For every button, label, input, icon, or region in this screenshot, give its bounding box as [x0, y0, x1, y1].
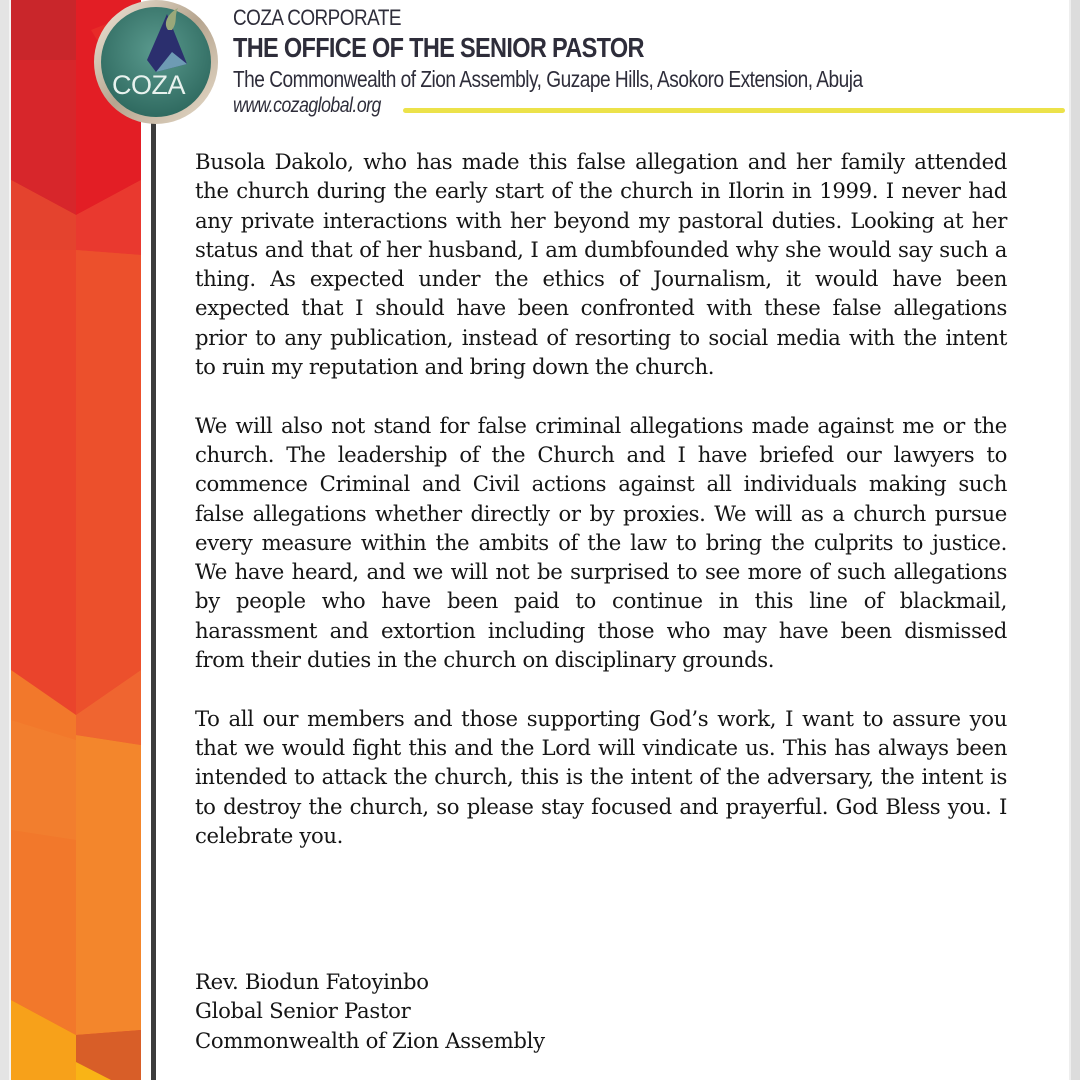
letterhead-company: COZA CORPORATE	[233, 5, 401, 30]
logo-text: COZA	[112, 70, 186, 100]
coza-logo	[92, 0, 220, 128]
letter-body	[195, 147, 1007, 879]
signatory-organization: Commonwealth of Zion Assembly	[195, 1027, 545, 1053]
letterhead	[233, 4, 992, 118]
page-edge-right-highlight	[1069, 0, 1071, 1080]
geometric-pattern	[11, 0, 141, 1080]
decorative-side-band	[11, 0, 141, 1080]
vertical-divider-line	[151, 122, 156, 1080]
paragraph: Busola Dakolo, who has made this false allegation and her family attended the church during the early start of the church in Ilorin in 1999. I never had any private interactions with her beyond my pastoral duties. Looking at her status and that of her husband, I am dumbfounded why she would say such a thing. As expected under the ethics of Journalism, it would have been expected that I should have been confronted with these false allegations prior to any publication, instead of resorting to social media with the intent to ruin my reputation and bring down the church.	[195, 149, 1007, 380]
letterhead-website[interactable]: www.cozaglobal.org	[233, 94, 381, 117]
paragraph: We will also not stand for false criminal allegations made against me or the church. The leadership of the Church and I have briefed our lawyers to commence Criminal and Civil actions against all individuals making such false allegations whether directly or by proxies. We will as a church pursue every measure within the ambits of the law to bring the culprits to justice. We have heard, and we will not be surprised to see more of such allegations by people who have been paid to continue in this line of blackmail, harassment and extortion including those who may have been dismissed from their duties in the church on disciplinary grounds.	[195, 412, 1007, 673]
page-edge-right	[1071, 0, 1080, 1080]
signatory-name: Rev. Biodun Fatoyinbo	[195, 969, 429, 994]
paragraph: To all our members and those supporting God’s work, I want to assure you that we would fight this and the Lord will vindicate us. This has always been intended to attack the church, this is the intent of the adversary, the intent is to destroy the church, so please stay focused and prayerful. God Bless you. I celebrate you.	[195, 705, 1007, 848]
signatory-title: Global Senior Pastor	[195, 998, 411, 1024]
letterhead-address: The Commonwealth of Zion Assembly, Guzape Hills, Asokoro Extension, Abuja	[233, 66, 863, 92]
signature-block	[195, 967, 545, 1055]
accent-rule	[403, 108, 1065, 113]
letterhead-office: THE OFFICE OF THE SENIOR PASTOR	[233, 32, 644, 63]
